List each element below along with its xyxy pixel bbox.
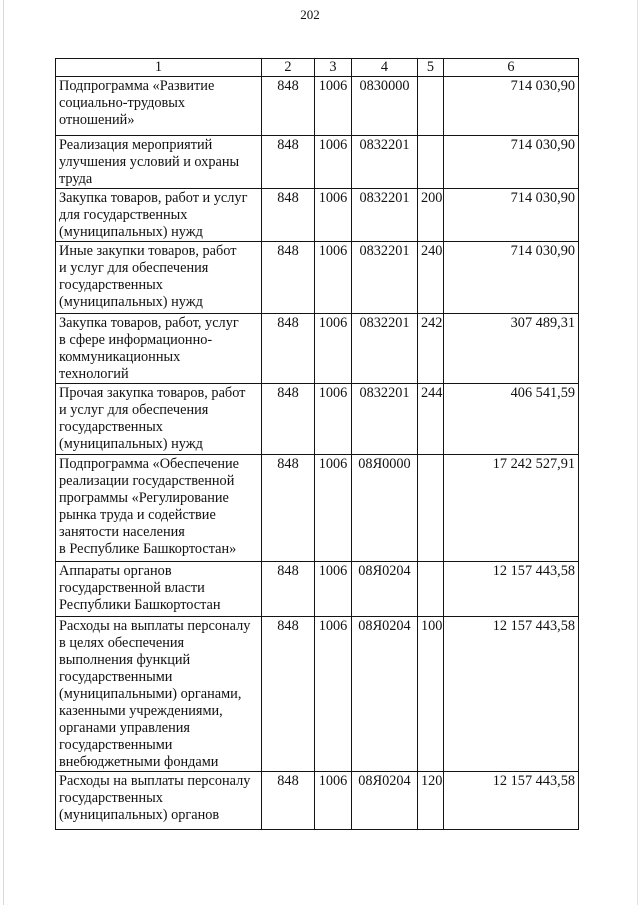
amount: 12 157 443,58 — [444, 772, 579, 830]
item-name: Иные закупки товаров, работ и услуг для обеспечения государственных (муниципальных) нужд — [56, 242, 262, 314]
expense-type-code — [418, 455, 444, 562]
expense-type-code: 120 — [418, 772, 444, 830]
expense-type-code: 240 — [418, 242, 444, 314]
section-code: 1006 — [315, 189, 352, 242]
table-row — [56, 455, 579, 562]
department-code: 848 — [262, 136, 315, 189]
target-article-code: 0832201 — [352, 242, 418, 314]
section-code: 1006 — [315, 562, 352, 617]
target-article-code: 08Я0204 — [352, 562, 418, 617]
table-row — [56, 77, 579, 136]
expense-type-code — [418, 562, 444, 617]
target-article-code: 08Я0204 — [352, 617, 418, 772]
item-name: Расходы на выплаты персоналу в целях обеспечения выполнения функций государственными (муниципальными) органами, казенными учреждениями, органами управления государственными внебюджетными фондами — [56, 617, 262, 772]
header-cell-5: 5 — [418, 59, 444, 77]
department-code: 848 — [262, 617, 315, 772]
table-row — [56, 242, 579, 314]
page-number: 202 — [300, 7, 320, 22]
table-row — [56, 617, 579, 772]
budget-table — [55, 58, 579, 830]
header-cell-4: 4 — [352, 59, 418, 77]
item-name: Закупка товаров, работ и услуг для государственных (муниципальных) нужд — [56, 189, 262, 242]
department-code: 848 — [262, 314, 315, 384]
department-code: 848 — [262, 77, 315, 136]
table-row — [56, 384, 579, 455]
item-name: Реализация мероприятий улучшения условий и охраны труда — [56, 136, 262, 189]
section-code: 1006 — [315, 314, 352, 384]
scan-edge-left — [3, 0, 4, 905]
amount: 17 242 527,91 — [444, 455, 579, 562]
header-cell-6: 6 — [444, 59, 579, 77]
section-code: 1006 — [315, 242, 352, 314]
department-code: 848 — [262, 455, 315, 562]
section-code: 1006 — [315, 772, 352, 830]
expense-type-code — [418, 136, 444, 189]
item-name: Расходы на выплаты персоналу государственных (муниципальных) органов — [56, 772, 262, 830]
expense-type-code: 244 — [418, 384, 444, 455]
table-row — [56, 562, 579, 617]
expense-type-code: 242 — [418, 314, 444, 384]
expense-type-code: 100 — [418, 617, 444, 772]
amount: 714 030,90 — [444, 242, 579, 314]
item-name: Аппараты органов государственной власти Республики Башкортостан — [56, 562, 262, 617]
table-row — [56, 772, 579, 830]
target-article-code: 0832201 — [352, 136, 418, 189]
header-cell-1: 1 — [56, 59, 262, 77]
amount: 12 157 443,58 — [444, 562, 579, 617]
target-article-code: 0832201 — [352, 189, 418, 242]
section-code: 1006 — [315, 617, 352, 772]
item-name: Прочая закупка товаров, работ и услуг для обеспечения государственных (муниципальных) нужд — [56, 384, 262, 455]
item-name: Подпрограмма «Развитие социально-трудовых отношений» — [56, 77, 262, 136]
department-code: 848 — [262, 189, 315, 242]
department-code: 848 — [262, 562, 315, 617]
table-header-row — [56, 59, 579, 77]
target-article-code: 0832201 — [352, 314, 418, 384]
amount: 714 030,90 — [444, 136, 579, 189]
section-code: 1006 — [315, 77, 352, 136]
expense-type-code: 200 — [418, 189, 444, 242]
department-code: 848 — [262, 242, 315, 314]
scan-edge-right — [637, 0, 638, 905]
section-code: 1006 — [315, 384, 352, 455]
header-cell-3: 3 — [315, 59, 352, 77]
table-row — [56, 314, 579, 384]
target-article-code: 08Я0204 — [352, 772, 418, 830]
amount: 12 157 443,58 — [444, 617, 579, 772]
table-row — [56, 136, 579, 189]
header-cell-2: 2 — [262, 59, 315, 77]
section-code: 1006 — [315, 136, 352, 189]
department-code: 848 — [262, 384, 315, 455]
amount: 406 541,59 — [444, 384, 579, 455]
target-article-code: 0832201 — [352, 384, 418, 455]
amount: 714 030,90 — [444, 77, 579, 136]
target-article-code: 08Я0000 — [352, 455, 418, 562]
amount: 714 030,90 — [444, 189, 579, 242]
target-article-code: 0830000 — [352, 77, 418, 136]
amount: 307 489,31 — [444, 314, 579, 384]
item-name: Закупка товаров, работ, услуг в сфере информационно- коммуникационных технологий — [56, 314, 262, 384]
item-name: Подпрограмма «Обеспечение реализации государственной программы «Регулирование рынка труда и содействие занятости населения в Республике Башкортостан» — [56, 455, 262, 562]
section-code: 1006 — [315, 455, 352, 562]
expense-type-code — [418, 77, 444, 136]
table-row — [56, 189, 579, 242]
department-code: 848 — [262, 772, 315, 830]
